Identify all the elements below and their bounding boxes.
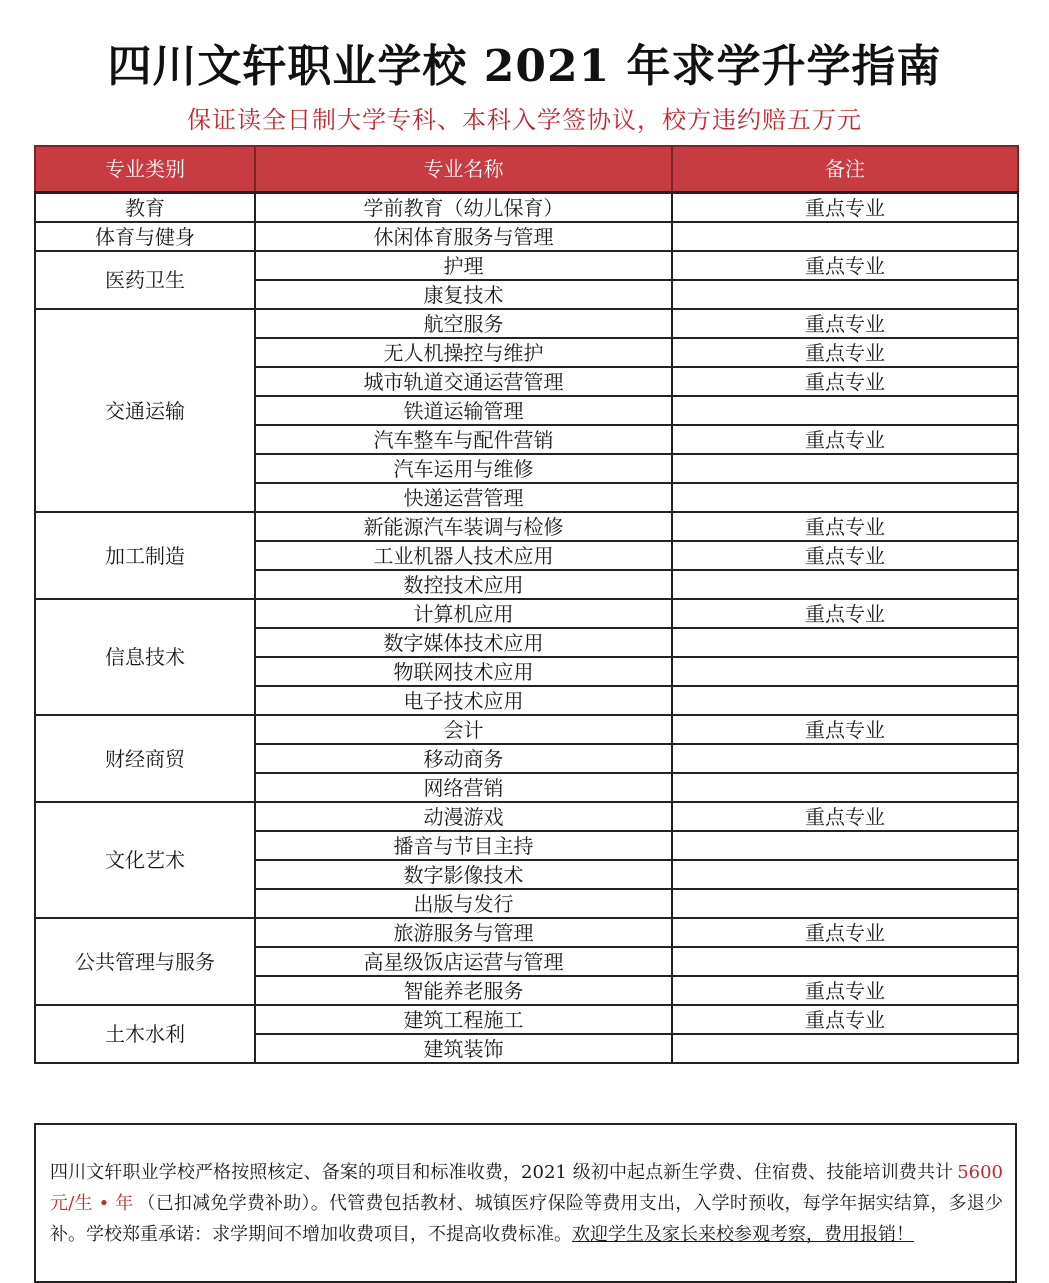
major-name-cell: 数控技术应用 — [255, 570, 672, 599]
remark-cell — [672, 831, 1018, 860]
remark-cell: 重点专业 — [672, 541, 1018, 570]
remark-cell — [672, 483, 1018, 512]
remark-cell — [672, 657, 1018, 686]
remark-cell: 重点专业 — [672, 512, 1018, 541]
major-name-cell: 电子技术应用 — [255, 686, 672, 715]
major-name-cell: 旅游服务与管理 — [255, 918, 672, 947]
remark-cell — [672, 686, 1018, 715]
fee-text-1: 四川文轩职业学校严格按照核定、备案的项目和标准收费，2021 级初中起点新生学费、住宿费、技能培训费共计 — [50, 1162, 954, 1183]
category-cell: 财经商贸 — [35, 715, 255, 802]
major-name-cell: 康复技术 — [255, 280, 672, 309]
major-name-cell: 数字媒体技术应用 — [255, 628, 672, 657]
major-name-cell: 铁道运输管理 — [255, 396, 672, 425]
remark-cell — [672, 628, 1018, 657]
remark-cell: 重点专业 — [672, 338, 1018, 367]
table-row — [35, 251, 1018, 280]
category-cell: 文化艺术 — [35, 802, 255, 918]
major-name-cell: 播音与节目主持 — [255, 831, 672, 860]
major-name-cell: 计算机应用 — [255, 599, 672, 628]
major-name-cell: 工业机器人技术应用 — [255, 541, 672, 570]
remark-cell — [672, 396, 1018, 425]
remark-cell: 重点专业 — [672, 976, 1018, 1005]
major-name-cell: 智能养老服务 — [255, 976, 672, 1005]
category-cell: 体育与健身 — [35, 222, 255, 251]
remark-cell — [672, 947, 1018, 976]
category-cell: 医药卫生 — [35, 251, 255, 309]
major-name-cell: 学前教育（幼儿保育） — [255, 193, 672, 223]
table-row — [35, 918, 1018, 947]
remark-cell — [672, 454, 1018, 483]
major-name-cell: 物联网技术应用 — [255, 657, 672, 686]
fee-statement — [34, 1123, 1017, 1283]
major-name-cell: 数字影像技术 — [255, 860, 672, 889]
remark-cell: 重点专业 — [672, 193, 1018, 223]
remark-cell: 重点专业 — [672, 802, 1018, 831]
major-name-cell: 会计 — [255, 715, 672, 744]
category-cell: 公共管理与服务 — [35, 918, 255, 1005]
remark-cell — [672, 860, 1018, 889]
table-header — [35, 146, 1018, 193]
major-name-cell: 休闲体育服务与管理 — [255, 222, 672, 251]
visit-invitation: 欢迎学生及家长来校参观考察，费用报销！ — [572, 1224, 914, 1245]
major-name-cell: 移动商务 — [255, 744, 672, 773]
major-name-cell: 无人机操控与维护 — [255, 338, 672, 367]
major-name-cell: 航空服务 — [255, 309, 672, 338]
page-title: 四川文轩职业学校 2021 年求学升学指南 — [107, 41, 942, 92]
header-remark: 备注 — [672, 146, 1018, 193]
remark-cell — [672, 773, 1018, 802]
remark-cell: 重点专业 — [672, 918, 1018, 947]
table-row — [35, 802, 1018, 831]
major-name-cell: 建筑装饰 — [255, 1034, 672, 1063]
remark-cell: 重点专业 — [672, 1005, 1018, 1034]
major-name-cell: 新能源汽车装调与检修 — [255, 512, 672, 541]
category-cell: 信息技术 — [35, 599, 255, 715]
major-name-cell: 汽车整车与配件营销 — [255, 425, 672, 454]
remark-cell — [672, 1034, 1018, 1063]
table-row — [35, 193, 1018, 223]
remark-cell: 重点专业 — [672, 715, 1018, 744]
major-name-cell: 网络营销 — [255, 773, 672, 802]
header-major-name: 专业名称 — [255, 146, 672, 193]
table-row — [35, 715, 1018, 744]
major-name-cell: 建筑工程施工 — [255, 1005, 672, 1034]
remark-cell: 重点专业 — [672, 599, 1018, 628]
remark-cell: 重点专业 — [672, 367, 1018, 396]
table-row — [35, 309, 1018, 338]
remark-cell — [672, 889, 1018, 918]
category-cell: 教育 — [35, 193, 255, 223]
page-subtitle: 保证读全日制大学专科、本科入学签协议，校方违约赔五万元 — [187, 106, 862, 134]
table-row — [35, 1005, 1018, 1034]
category-cell: 加工制造 — [35, 512, 255, 599]
remark-cell: 重点专业 — [672, 309, 1018, 338]
major-name-cell: 出版与发行 — [255, 889, 672, 918]
fee-amount: 5600 元/生 • 年 — [50, 1162, 1003, 1214]
table-row — [35, 599, 1018, 628]
major-name-cell: 城市轨道交通运营管理 — [255, 367, 672, 396]
major-name-cell: 护理 — [255, 251, 672, 280]
remark-cell — [672, 570, 1018, 599]
major-name-cell: 高星级饭店运营与管理 — [255, 947, 672, 976]
major-name-cell: 快递运营管理 — [255, 483, 672, 512]
category-cell: 土木水利 — [35, 1005, 255, 1063]
table-body — [35, 193, 1018, 1064]
major-name-cell: 动漫游戏 — [255, 802, 672, 831]
category-cell: 交通运输 — [35, 309, 255, 512]
table-row — [35, 222, 1018, 251]
remark-cell — [672, 744, 1018, 773]
major-name-cell: 汽车运用与维修 — [255, 454, 672, 483]
table-row — [35, 512, 1018, 541]
header-category: 专业类别 — [35, 146, 255, 193]
remark-cell — [672, 222, 1018, 251]
remark-cell: 重点专业 — [672, 251, 1018, 280]
remark-cell: 重点专业 — [672, 425, 1018, 454]
remark-cell — [672, 280, 1018, 309]
majors-table — [34, 145, 1019, 1064]
fee-text-2: （已扣减免学费补助）。代管费包括教材、城镇医疗保险等费用支出，入学时预收，每学年据实结算，多退少补。学校郑重承诺：求学期间不增加收费项目，不提高收费标准。 — [50, 1193, 1004, 1245]
